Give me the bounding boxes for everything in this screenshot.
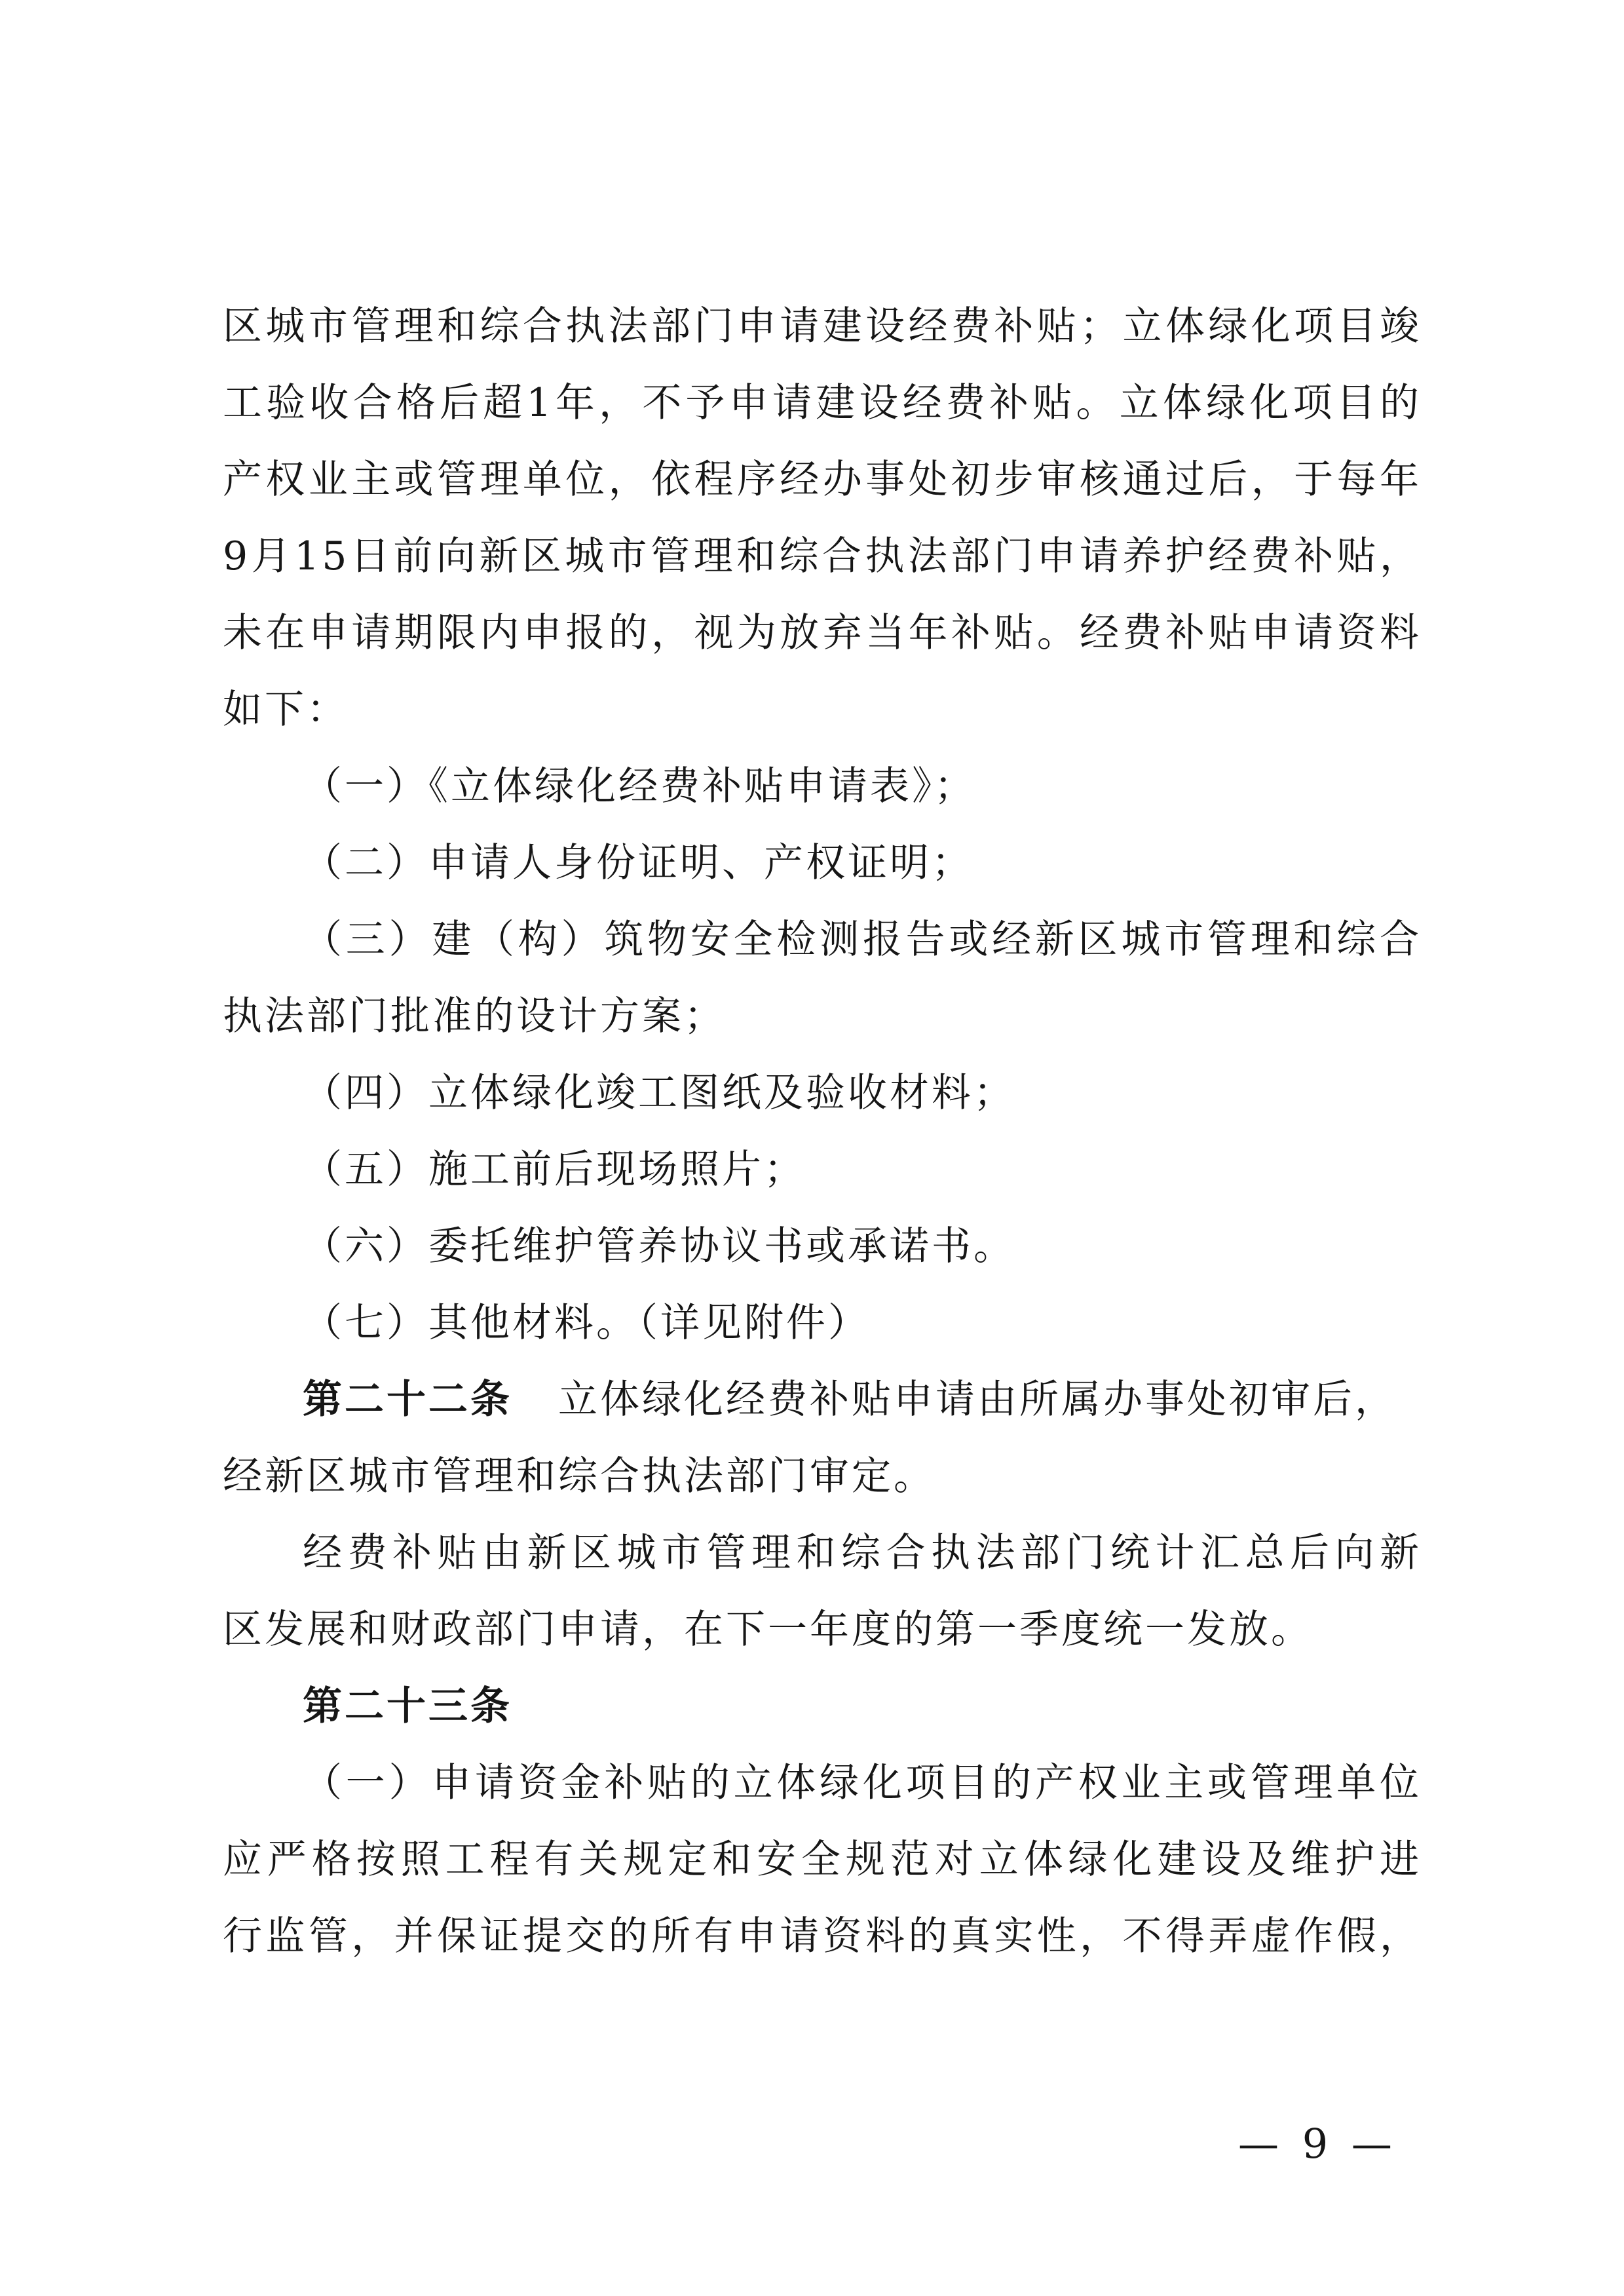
article-22-text: 立体绿化经费补贴申请由所属办事处初审后， xyxy=(558,1377,1397,1423)
body-line: 9月15日前向新区城市管理和综合执法部门申请养护经费补贴， xyxy=(223,533,1422,579)
body-line: 未在申请期限内申报的，视为放弃当年补贴。经费补贴申请资料 xyxy=(223,610,1422,656)
article-22-line xyxy=(223,1362,1422,1438)
body-line: 产权业主或管理单位，依程序经办事处初步审核通过后，于每年 xyxy=(223,457,1422,503)
list-item: （五）施工前后现场照片； xyxy=(303,1147,806,1193)
list-item: （二）申请人身份证明、产权证明； xyxy=(303,840,973,886)
article-22-heading: 第二十二条 xyxy=(303,1377,512,1423)
body-line: 应严格按照工程有关规定和安全规范对立体绿化建设及维护进 xyxy=(223,1837,1422,1883)
list-item: （六）委托维护管养协议书或承诺书。 xyxy=(303,1223,1015,1269)
body-line: 经新区城市管理和综合执法部门审定。 xyxy=(223,1453,935,1499)
body-line: （一）申请资金补贴的立体绿化项目的产权业主或管理单位 xyxy=(303,1760,1422,1806)
list-item-continuation: 执法部门批准的设计方案； xyxy=(223,993,726,1039)
list-item: （一）《立体绿化经费补贴申请表》； xyxy=(303,763,976,809)
page-number: — 9 — xyxy=(1238,2120,1397,2168)
body-line: 经费补贴由新区城市管理和综合执法部门统计汇总后向新 xyxy=(303,1530,1422,1576)
list-item: （四）立体绿化竣工图纸及验收材料； xyxy=(303,1070,1015,1116)
list-item: （七）其他材料。（详见附件） xyxy=(303,1300,870,1346)
body-line: 行监管，并保证提交的所有申请资料的真实性，不得弄虚作假， xyxy=(223,1913,1422,1959)
list-item: （三）建（构）筑物安全检测报告或经新区城市管理和综合 xyxy=(303,917,1422,963)
body-line: 区城市管理和综合执法部门申请建设经费补贴；立体绿化项目竣 xyxy=(223,303,1422,349)
document-body xyxy=(223,288,1422,1975)
body-line: 工验收合格后超1年，不予申请建设经费补贴。立体绿化项目的 xyxy=(223,380,1422,426)
body-line: 如下： xyxy=(223,687,349,733)
body-line: 区发展和财政部门申请，在下一年度的第一季度统一发放。 xyxy=(223,1607,1313,1653)
article-23-heading: 第二十三条 xyxy=(303,1683,512,1729)
